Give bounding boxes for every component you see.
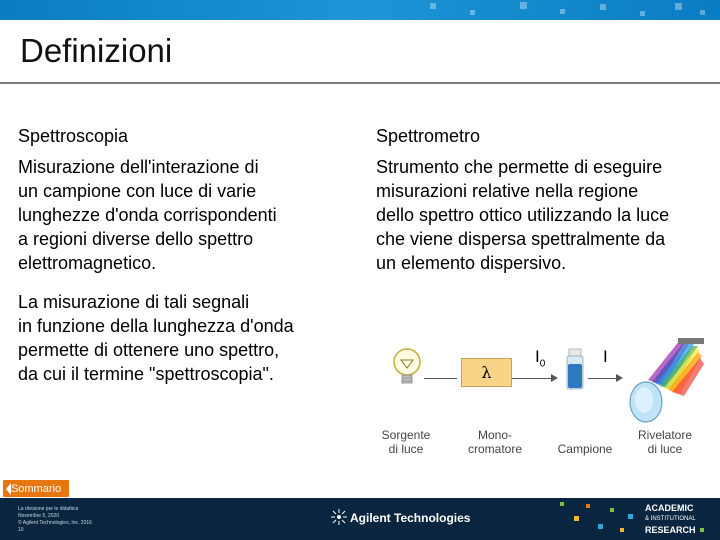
text-line: Misurazione dell'interazione di (18, 157, 259, 177)
summary-button[interactable]: Sommario (2, 479, 70, 498)
text-line: lunghezze d'onda corrispondenti (18, 205, 277, 225)
text-line: elettromagnetico. (18, 253, 157, 273)
spettrometro-heading: Spettrometro (376, 126, 481, 146)
academic-research-logo (645, 503, 696, 536)
text-line: dello spettro ottico utilizzando la luce (376, 205, 670, 225)
text-line: in funzione della lunghezza d'onda (18, 316, 294, 336)
source-label (371, 428, 441, 456)
label-line: cromatore (467, 442, 523, 456)
footer-line: 10 (18, 527, 24, 533)
text-line: un campione con luce di varie (18, 181, 257, 201)
text-line: permette di ottenere uno spettro, (18, 340, 280, 360)
beam-line (512, 378, 552, 379)
logo-line: RESEARCH (645, 525, 696, 535)
text-line: da cui il termine "spettroscopia". (18, 364, 274, 384)
monochromator-box: λ (461, 358, 512, 387)
spettroscopia-heading: Spettroscopia (18, 126, 129, 146)
sample-vial-icon (564, 348, 586, 392)
footer-line: La divisione per le didattica (18, 506, 79, 512)
beam-line (588, 378, 617, 379)
sample-label (552, 442, 618, 456)
label-line: di luce (647, 442, 683, 456)
header-band (0, 0, 720, 20)
text-line: un elemento dispersivo. (376, 253, 567, 273)
agilent-logo-text: Agilent Technologies (350, 511, 471, 525)
spettroscopia-explanation (18, 290, 294, 386)
title-divider (0, 82, 720, 84)
label-line: Campione (557, 442, 613, 456)
label-line: di luce (388, 442, 424, 456)
label-line: Mono- (477, 428, 512, 442)
beam-line (424, 378, 457, 379)
light-bulb-icon (392, 346, 422, 390)
i0-subscript: 0 (539, 358, 546, 370)
slide-title: Definizioni (20, 32, 173, 69)
detector-label (628, 428, 702, 456)
footer-bar (0, 498, 720, 540)
text-line: La misurazione di tali segnali (18, 292, 250, 312)
text-line: che viene dispersa spettralmente da (376, 229, 666, 249)
footer-line: Novembre 5, 2020 (18, 513, 60, 519)
label-line: Sorgente (381, 428, 431, 442)
logo-line: ACADEMIC (645, 503, 694, 513)
logo-line: & INSTITUTIONAL (645, 516, 696, 522)
text-line: Strumento che permette di eseguire (376, 157, 663, 177)
agilent-spark-icon (330, 508, 348, 526)
footer-line: © Agilent Technologies, Inc. 2016 (18, 520, 92, 526)
i0-symbol: I (535, 347, 540, 366)
spettrometro-definition (376, 155, 669, 275)
spettroscopia-definition (18, 155, 277, 275)
footer-info (18, 506, 92, 534)
beam-arrowhead (551, 374, 558, 382)
detector-prism-icon (626, 338, 706, 428)
monochromator-label (458, 428, 532, 456)
text-line: a regioni diverse dello spettro (18, 229, 254, 249)
incident-intensity-label (535, 347, 545, 369)
text-line: misurazioni relative nella regione (376, 181, 639, 201)
beam-arrowhead (616, 374, 623, 382)
transmitted-intensity-label: I (603, 347, 608, 366)
label-line: Rivelatore (637, 428, 693, 442)
